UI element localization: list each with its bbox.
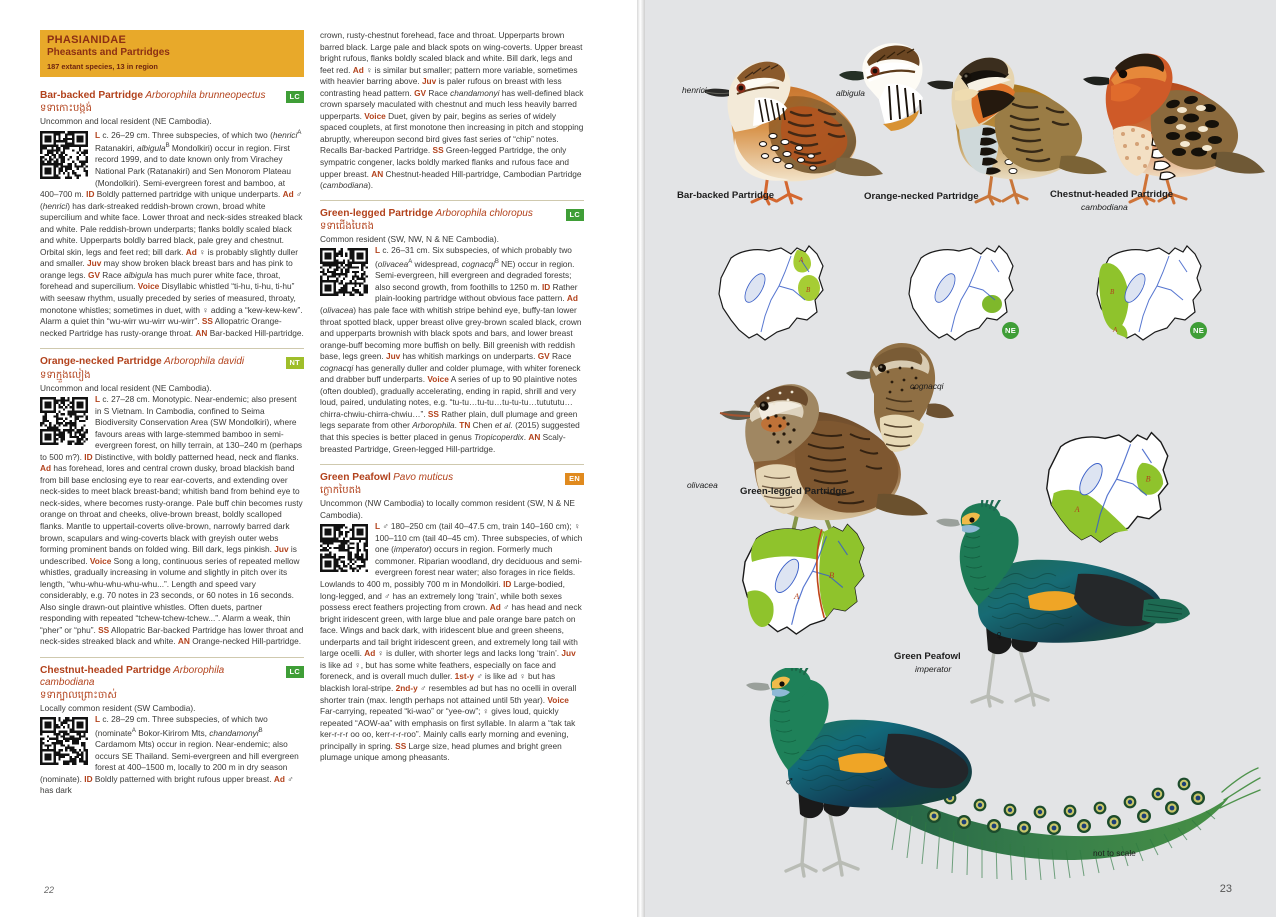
family-species-count: 187 extant species, 13 in region: [47, 62, 158, 71]
species-description: L c. 27–28 cm. Monotypic. Near-endemic; also present in S Vietnam. In Cambodia, confined to Seima Biodiversity Conservation Area (SW Mondolkiri), where favours areas with large-stemmed bamboo in semi-evergreen forest, on hilly terrain, at 130–240 m (perhaps to 500 m?). ID Distinctive, with boldly patterned head, neck and flanks. Ad has forehead, lores and central crown dusky, broad blackish band from bill base enclosing eye to rear ear-coverts, and extending over neck-sides to meet black breast-band; whitish band from behind eye to neck-sides, where becomes rusty-orange. Pale buff chin becomes rusty orange on throat and cheeks, olive-brown breast, boldly scalloped flanks. Mantle to uppertail-coverts olive-brown, narrowly barred dark brown, scapulars and wing-coverts black with greyish outer webs forming prominent bands on folded wing. Bill dark, legs pinkish. Juv is undescribed. Voice Song a long, continuous series of repeated mellow whistles, gradually increasing in volume and slightly in pitch over its length, “whu-whu-whu-whu-whu...”. Length and speed vary considerably, e.g. 70 notes in 23 seconds, or 60 notes in 16 seconds. Also single drawn-out plaintive whistles. Often duets, partner responding with repeated “tchew-tchew-tchew...”. Alarm a weak, thin “pher” or “phu”. SS Allopatric Bar-backed Partridge has lower throat and neck-sides streaked black and white. AN Orange-necked Hill-partridge.: [40, 394, 304, 647]
plate-label-chestnut-headed-partridge: Chestnut-headed Partridge: [1050, 189, 1174, 200]
status-badge: LC: [286, 666, 304, 678]
race-label-albigula: albigula: [836, 88, 865, 98]
species-description: L c. 26–29 cm. Three subspecies, of which two (henrici$^A$ Ratanakiri, albigula$^B$ Mondolkiri) occur in region. First record 1999, and to date known only from Virachey National Park (Ratanakiri) and Sen Monorom Plateau (Mondolkiri). Semi-evergreen forest and bamboo, at 400–700 m. ID Boldly patterned partridge with unique underparts. Ad ♂ (henrici) has dark-streaked reddish-brown crown, broad white supercilium and white face. Lower throat and neck-sides streaked black and white. Pale reddish-brown underparts; flanks boldly scaled black and white. Upperparts boldly barred black, pale grey and chestnut. Orbital skin, legs and feet red; bill dark. Ad ♀ is probably slightly duller and smaller. Juv may show broken black breast bars and has pink to orange legs. GV Race albigula has much purer white face, throat, forehead and supercilium. Voice Disyllabic whistled “ti-hu, ti-hu, ti-hu” with seesaw rhythm, usually preceded by series of measured, throaty, monotone whistles; sometimes in duet, with ♀ adding a “kew-kew-kew”. Alarm a quiet thin “wu-wirr wu-wirr wu-wirr”. SS Allopatric Orange-necked Partridge has rusty-orange throat. AN Bar-backed Hill-partridge.: [40, 129, 304, 338]
text-column-1: [40, 30, 304, 850]
male-symbol: ♂: [784, 773, 795, 789]
species-scientific-name: Arborophila cambodiana: [40, 665, 225, 689]
book-gutter: [637, 0, 645, 917]
species-common-name: Chestnut-headed Partridge: [40, 665, 171, 677]
species-status-line: Locally common resident (SW Cambodia).: [40, 703, 196, 714]
svg-text:B: B: [1110, 288, 1115, 296]
svg-text:A: A: [1113, 326, 1118, 334]
species-entry-orange-necked-partridge: [40, 356, 304, 648]
species-status-line: Uncommon and local resident (NE Cambodia).: [40, 116, 212, 127]
plate-sublabel-cambodiana: cambodiana: [1081, 202, 1128, 212]
species-heading: [40, 665, 304, 702]
qr-code-icon[interactable]: [40, 397, 88, 445]
svg-text:A: A: [799, 256, 804, 264]
svg-text:B: B: [828, 570, 835, 581]
species-khmer-name: ទទាក្បាលព្រោះចាស់: [40, 690, 117, 702]
qr-code-icon[interactable]: [320, 248, 368, 296]
distribution-map-bar-backed-partridge: [705, 242, 840, 352]
plate-label-orange-necked-partridge: Orange-necked Partridge: [864, 191, 979, 202]
species-description: L ♂ 180–250 cm (tail 40–47.5 cm, train 140–160 cm); ♀ 100–110 cm (tail 40–45 cm). Three subspecies, of which one (imperator) occurs in region. Formerly much commoner. Riparian woodland, dry deciduous and semi-evergreen forest near water; also forages in rice fields. Lowlands to 400 m, possibly 700 m in Mondolkiri. ID Large-bodied, long-legged, and ♂ has an extremely long ‘train’, while both sexes possess erect feathers projecting from crown. Ad ♂ has head and neck bright iridescent green, with large blue and pale orange bare patch on face. Wings and back dark, with iridescent blue and green sheens, underparts and tail bright iridescent green, and extremely long tail with large ocelli. Ad ♀ is duller, with shorter legs and lacks long ‘train’. Juv is like ad ♀, but has some white feathers, especially on face and foreneck, and is overall much duller. 1st-y ♂ is like ad ♀ but has blackish loral-stripe. 2nd-y ♂ resembles ad but has no ocelli in overall shorter train (max. length perhaps not attained until 5th year). Voice Far-carrying, repeated “ki-wao” or “yee-ow”; ♀ gives loud, quickly repeated “AOW-aa” with emphasis on first syllable. In alarm a “tak tak ker-r-r-r oo oo, kerr-r-r-roo”. Mainly calls early morning and evening, principally in spring. SS Large size, head plumes and bright green plumage unique among pheasants.: [320, 521, 583, 763]
not-to-scale-note: not to scale: [1093, 848, 1136, 858]
species-scientific-name: Arborophila brunneopectus: [145, 90, 266, 101]
qr-code-icon[interactable]: [320, 524, 368, 572]
distribution-map-green-legged-partridge: [725, 520, 885, 648]
species-status-line: Uncommon and local resident (NE Cambodia).: [40, 382, 212, 393]
chestnut-headed-partridge-illustration: [1057, 30, 1272, 215]
female-symbol: ♀: [994, 627, 1005, 643]
status-badge: EN: [565, 473, 584, 485]
plate-label-bar-backed-partridge: Bar-backed Partridge: [677, 190, 775, 201]
page-number-right: 23: [1219, 883, 1232, 895]
family-scientific-name: PHASIANIDAE: [47, 34, 127, 46]
species-common-name: Green Peafowl: [320, 472, 391, 484]
species-status-line: Uncommon (NW Cambodia) to locally common resident (SW, N & NE Cambodia).: [320, 498, 575, 520]
distribution-map-green-peafowl: [1029, 428, 1189, 556]
svg-text:B: B: [1145, 474, 1151, 484]
plate-label-green-peafowl: Green Peafowl: [894, 651, 961, 662]
race-label-cognacqi: cognacqi: [910, 381, 944, 391]
status-badge: LC: [286, 91, 304, 103]
section-divider: [320, 464, 584, 465]
status-badge: NT: [286, 357, 304, 369]
text-columns: [40, 30, 613, 850]
species-entry-green-peafowl: [320, 472, 584, 764]
section-divider: [40, 657, 304, 658]
species-heading: [40, 356, 304, 381]
svg-text:B: B: [806, 286, 811, 294]
near-endemic-badge: NE: [1002, 322, 1019, 339]
species-description: L c. 28–29 cm. Three subspecies, of which two (nominate$^A$ Bokor-Kirirom Mts, chandamonyi$^B$ Cardamom Mts) occur in region. Near-endemic; also occurs SE Thailand. Semi-evergreen and hill evergreen forest at 400–1500 m, locally to 200 m in dry season (nominate). ID Boldly patterned with bright rufous upper breast. Ad ♂ has dark: [40, 714, 299, 796]
text-column-2: [320, 30, 584, 850]
species-khmer-name: ទទាជើងបៃតង: [320, 221, 374, 233]
near-endemic-badge: NE: [1190, 322, 1207, 339]
race-label-olivacea: olivacea: [687, 480, 718, 490]
species-heading: [40, 90, 304, 115]
species-common-name: Green-legged Partridge: [320, 207, 434, 219]
left-text-page: [0, 0, 637, 917]
family-banner: [40, 30, 304, 77]
species-status-line: Common resident (SW, NW, N & NE Cambodia).: [320, 234, 499, 245]
section-divider: [320, 200, 584, 201]
section-divider: [40, 348, 304, 349]
species-heading: [320, 208, 584, 233]
species-description: L c. 26–31 cm. Six subspecies, of which probably two (olivacea$^A$ widespread, cognacqi$^B$ NE) occur in region. Semi-evergreen, hill evergreen and degraded forests; also second growth, from foothills to 1250 m. ID Rather plain-looking partridge without obvious face pattern. Ad (olivacea) has pale face with whitish stripe behind eye, buffy-tan lower throat spotted black, upper breast olive grey-brown scaled black, crown and upperparts brownish with black spots and bars, and lower breast orange-buff becoming more buffish on belly. Bill greenish with reddish base, legs green. Juv has whitish markings on underparts. GV Race cognacqi has generally duller and colder plumage, with whiter foreneck and drabber buff underparts. Voice A series of up to 90 plaintive notes (often doubled), gradually accelerating, ending in rapid, shrill and very loud, paired, undulating notes, e.g. “tu-tu…tu-tu…tu-tu-tu…tutututu…chirra-chwiu-chirra-chwiu…”. SS Rather plain, dull plumage and green legs separate from other Arborophila. TN Chen et al. (2015) suggested that this species is better placed in genus Tropicoperdix. AN Scaly-breasted Partridge, Green-legged Hill-partridge.: [320, 245, 582, 454]
species-common-name: Bar-backed Partridge: [40, 90, 144, 101]
plate-label-green-legged-partridge: Green-legged Partridge: [740, 486, 847, 497]
species-entry-bar-backed-partridge: [40, 90, 304, 339]
species-entry-chestnut-headed-partridge: [40, 665, 304, 797]
svg-text:A: A: [793, 591, 800, 602]
status-badge: LC: [566, 209, 584, 221]
race-label-henrici: henrici: [682, 85, 707, 95]
family-common-name: Pheasants and Partridges: [47, 47, 170, 58]
species-common-name: Orange-necked Partridge: [40, 356, 162, 368]
species-khmer-name: ទទាក្មួងលៀង: [40, 369, 91, 381]
species-description-continued: crown, rusty-chestnut forehead, face and throat. Upperparts brown barred black. Large pale and black spots on wing-coverts. Upper breast bright rufous, flanks boldly scaled black and white. Bill dark, legs and feet red. Ad ♀ is similar but smaller; pattern more variable, sometimes with heavier barring above. Juv is paler rufous on breast with less contrasting head pattern. GV Race chandamonyi has well-defined black crown sparsely maculated with chestnut and much less heavily barred upperparts. Voice Duet, given by pair, begins as series of widely spaced couplets, at first monotone then increasing in pitch and stopping abruptly, whereupon second bird gives fast series of “chip” notes. Recalls Bar-backed Partridge. SS Green-legged Partridge, the only sympatric congener, lacks boldly marked flanks and rufous face and upper breast. AN Chestnut-headed Hill-partridge, Cambodian Partridge (cambodiana).: [320, 30, 584, 191]
plate-sublabel-imperator: imperator: [915, 664, 952, 674]
species-scientific-name: Arborophila davidi: [164, 356, 245, 368]
species-khmer-name: ទទាកោះបង្កង់: [40, 103, 93, 115]
species-heading: [320, 472, 584, 497]
species-entry-green-legged-partridge: [320, 208, 584, 455]
qr-code-icon[interactable]: [40, 717, 88, 765]
right-plate-page: [637, 0, 1276, 917]
species-scientific-name: Pavo muticus: [393, 472, 454, 484]
page-number-left: 22: [44, 885, 55, 895]
svg-text:A: A: [1074, 504, 1080, 514]
qr-code-icon[interactable]: [40, 131, 88, 179]
species-khmer-name: ក្ងោកបៃតង: [320, 485, 362, 497]
species-scientific-name: Arborophila chloropus: [435, 207, 533, 219]
